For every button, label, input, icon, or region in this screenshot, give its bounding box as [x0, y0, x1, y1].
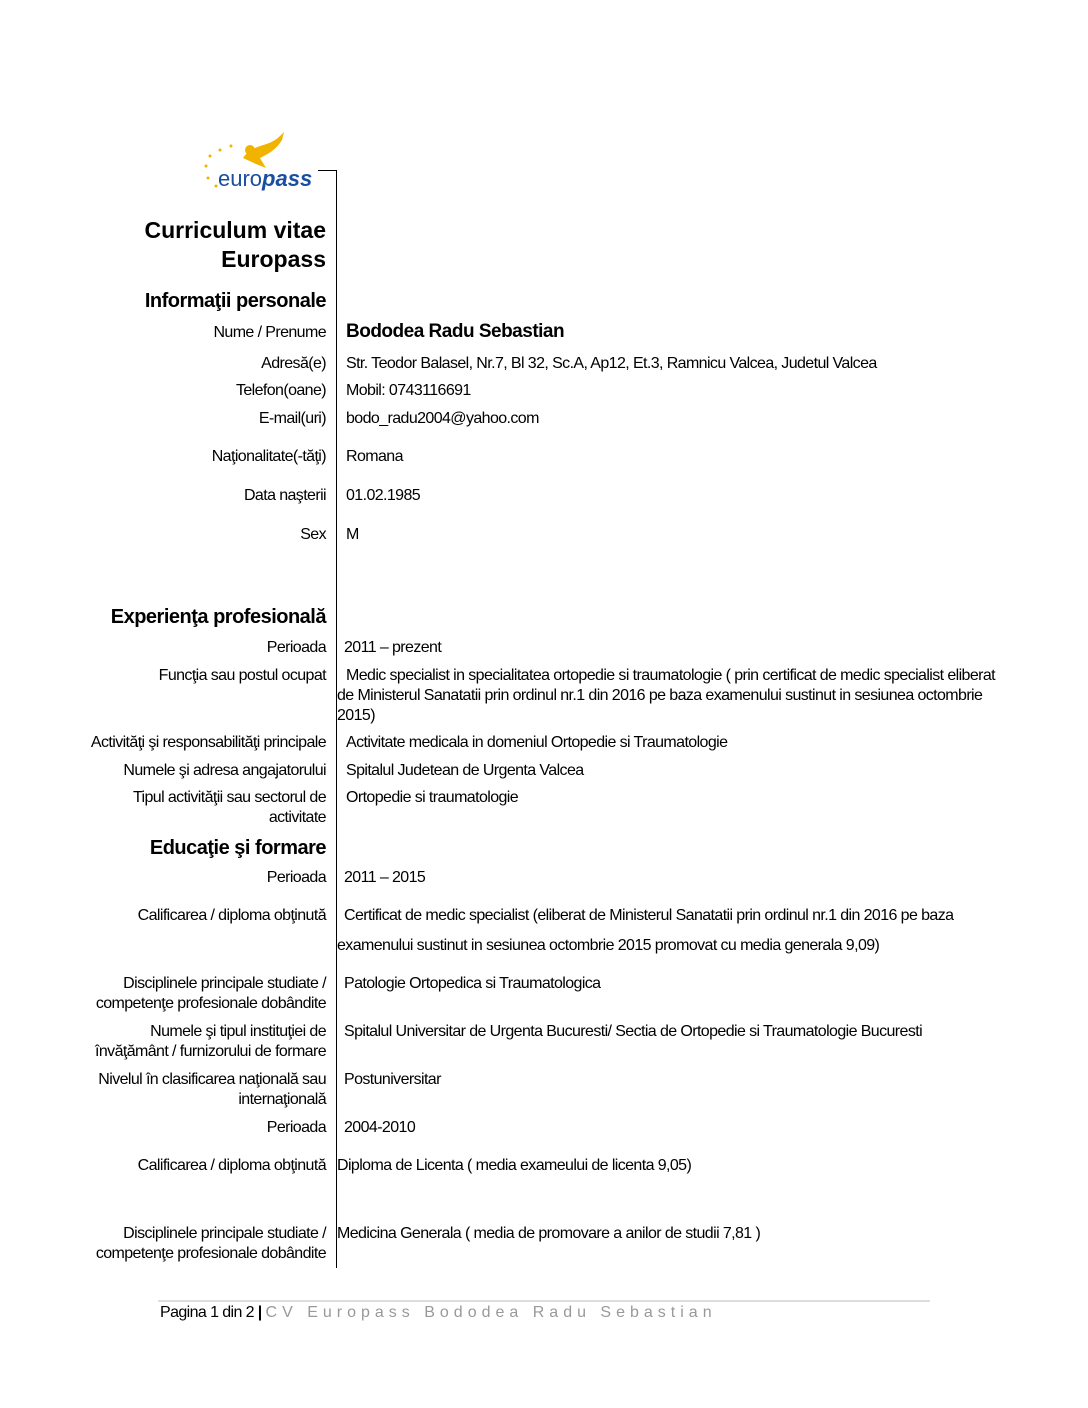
sector-label-line-1: Tipul activităţii sau sectorul de	[132, 789, 326, 806]
address-label: Adresă(e)	[261, 355, 326, 372]
activities-value: Activitate medicala in domeniul Ortopedie si Traumatologie	[346, 734, 728, 751]
edu2-period-value: 2004-2010	[344, 1119, 416, 1136]
europass-logo	[198, 128, 323, 198]
birth-label: Data naşterii	[243, 487, 326, 504]
title-line-1: Curriculum vitae	[144, 217, 326, 243]
position-line-3: 2015)	[337, 707, 375, 724]
activities-label: Activităţi şi responsabilităţi principale	[90, 734, 326, 751]
section-personal-heading: Informaţii personale	[144, 290, 326, 312]
edu1-period-label: Perioada	[266, 869, 326, 886]
cv-title	[145, 216, 327, 274]
address-value: Str. Teodor Balasel, Nr.7, Bl 32, Sc.A, Ap12, Et.3, Ramnicu Valcea, Judetul Valcea	[346, 355, 877, 372]
label-line: Nivelul în clasificarea naţională sau	[98, 1071, 326, 1088]
email-label: E-mail(uri)	[258, 410, 326, 427]
label-line: internaţională	[238, 1091, 326, 1108]
divider-top	[318, 170, 337, 171]
edu1-inst-value: Spitalul Universitar de Urgenta Bucuresti/ Sectia de Ortopedie si Traumatologie Bucuresti	[344, 1023, 923, 1040]
sector-label	[133, 788, 326, 828]
position-label: Funcţia sau postul ocupat	[158, 667, 326, 684]
edu1-subjects-label	[96, 974, 326, 1014]
nationality-label: Naţionalitate(-tăţi)	[211, 448, 326, 465]
position-line-1: Medic specialist in specialitatea ortopedie si traumatologie ( prin certificat de medic specialist eliberat	[346, 667, 996, 684]
name-value: Bododea Radu Sebastian	[346, 321, 565, 342]
page-number: Pagina 1 din 2	[160, 1304, 254, 1321]
edu1-level-label	[98, 1070, 326, 1110]
footer-rule	[158, 1300, 930, 1302]
edu1-subjects-value: Patologie Ortopedica si Traumatologica	[344, 975, 601, 992]
exp-period-value: 2011 – prezent	[344, 639, 442, 656]
edu2-period-label: Perioada	[266, 1119, 326, 1136]
edu2-qual-value: Diploma de Licenta ( media exameului de licenta 9,05)	[337, 1157, 692, 1174]
sex-label: Sex	[300, 526, 326, 543]
label-line: Numele şi tipul instituţiei de	[150, 1023, 326, 1040]
edu1-qual-line-2: examenului sustinut in sesiunea octombrie 2015 promovat cu media generala 9,09)	[337, 937, 880, 954]
label-line: Disciplinele principale studiate /	[123, 1225, 326, 1242]
edu1-level-value: Postuniversitar	[344, 1071, 441, 1088]
sector-value: Ortopedie si traumatologie	[346, 789, 519, 806]
phone-label: Telefon(oane)	[235, 382, 326, 399]
birth-value: 01.02.1985	[346, 487, 421, 504]
edu1-qual-line-1: Certificat de medic specialist (eliberat de Ministerul Sanatatii prin ordinul nr.1 din 2016 pe baza	[344, 907, 954, 924]
footer-doc-title: CV Europass Bododea Radu Sebastian	[265, 1304, 717, 1321]
label-line: învăţământ / furnizorului de formare	[95, 1043, 326, 1060]
section-experience-heading: Experienţa profesională	[110, 606, 326, 628]
employer-value: Spitalul Judetean de Urgenta Valcea	[346, 762, 584, 779]
footer	[160, 1304, 717, 1322]
edu2-subjects-label	[96, 1224, 326, 1264]
position-line-2: de Ministerul Sanatatii prin ordinul nr.1 din 2016 pe baza examenului sustinut in sesiunea octombrie	[337, 687, 983, 704]
email-value[interactable]: bodo_radu2004@yahoo.com	[346, 410, 539, 427]
phone-value: Mobil: 0743116691	[346, 382, 471, 399]
svg-text:europass: europass	[218, 166, 313, 191]
title-line-2: Europass	[221, 246, 326, 272]
label-line: Disciplinele principale studiate /	[123, 975, 326, 992]
exp-period-label: Perioada	[266, 639, 326, 656]
edu1-inst-label	[95, 1022, 326, 1062]
edu2-qual-label: Calificarea / diploma obţinută	[137, 1157, 326, 1174]
sex-value: M	[346, 526, 359, 543]
edu2-subjects-value: Medicina Generala ( media de promovare a anilor de studii 7,81 )	[337, 1225, 761, 1242]
edu1-period-value: 2011 – 2015	[344, 869, 426, 886]
section-education-heading: Educaţie şi formare	[149, 837, 326, 859]
edu1-qual-label: Calificarea / diploma obţinută	[137, 907, 326, 924]
sector-label-line-2: activitate	[268, 809, 326, 826]
name-label: Nume / Prenume	[213, 324, 326, 341]
label-line: competenţe profesionale dobândite	[95, 995, 326, 1012]
footer-separator: |	[257, 1304, 262, 1321]
nationality-value: Romana	[346, 448, 403, 465]
employer-label: Numele şi adresa angajatorului	[123, 762, 326, 779]
label-line: competenţe profesionale dobândite	[95, 1245, 326, 1262]
